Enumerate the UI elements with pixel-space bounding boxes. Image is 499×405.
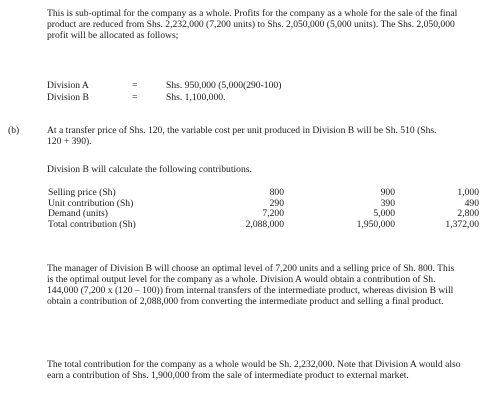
transfer-price-paragraph: At a transfer price of Shs. 120, the variable cost per unit produced in Division B will be Sh. 510 (Shs. 120 + 390). xyxy=(47,125,437,147)
contribution-table xyxy=(48,188,479,230)
table-row xyxy=(48,188,479,199)
contributions-intro: Division B will calculate the following contributions. xyxy=(47,164,252,175)
table-cell: 800 xyxy=(269,187,284,198)
row-label: Unit contribution (Sh) xyxy=(48,197,134,209)
row-label: Selling price (Sh) xyxy=(48,187,116,198)
table-cell: 290 xyxy=(269,197,284,209)
table-row xyxy=(48,220,479,231)
table-cell: 390 xyxy=(380,197,395,209)
division-a-equals: = xyxy=(132,80,138,91)
table-cell: 1,950,000 xyxy=(356,218,395,230)
table-cell: 490 xyxy=(464,197,479,209)
total-contribution-paragraph: The total contribution for the company as a whole would be Sh. 2,232,000. Note that Division A would also earn a contribution of Shs. 1,900,000 from the sale of intermediate product to external market. xyxy=(47,359,461,381)
table-cell: 900 xyxy=(380,187,395,198)
division-b-equals: = xyxy=(132,92,138,103)
table-cell: 1,000 xyxy=(457,187,479,198)
table-cell: 1,372,00 xyxy=(445,218,479,230)
intro-paragraph: This is sub-optimal for the company as a whole. Profits for the company as a whole for the sale of the final product are reduced from Shs. 2,232,000 (7,200 units) to Shs. 2,050,000 (5,000 units). The Shs. 2,050,000 profit will be allocated as follows; xyxy=(47,8,458,41)
division-a-label: Division A xyxy=(47,80,89,91)
row-label: Total contribution (Sh) xyxy=(48,218,136,230)
table-cell: 2,800 xyxy=(457,208,479,220)
division-b-amount: Shs. 1,100,000. xyxy=(166,92,226,103)
table-cell: 2,088,000 xyxy=(245,218,284,230)
manager-paragraph: The manager of Division B will choose an optimal level of 7,200 units and a selling price of Sh. 800. This is the optimal output level for the company as a whole. Division A would obtain a contribution of Sh. 144,000 (7,200 x (120 – 100)) from internal transfers of the intermediate product, whereas division B will obtain a contribution of 2,088,000 from converting the intermediate product and selling a final product. xyxy=(47,263,455,307)
division-a-amount: Shs. 950,000 (5,000(290-100) xyxy=(166,80,282,91)
table-cell: 5,000 xyxy=(373,208,395,220)
division-b-label: Division B xyxy=(47,92,89,103)
part-b-marker: (b) xyxy=(8,125,20,136)
table-cell: 7,200 xyxy=(262,208,284,220)
row-label: Demand (units) xyxy=(48,208,108,220)
